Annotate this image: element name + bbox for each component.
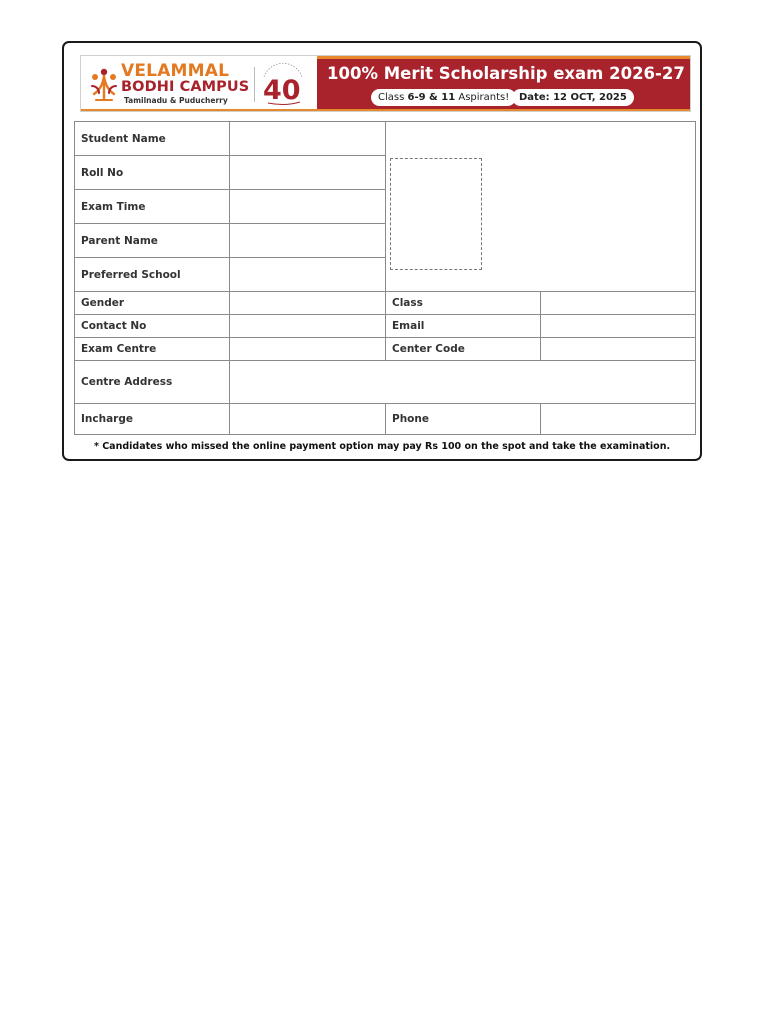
contact-no-value bbox=[230, 315, 386, 338]
center-code-value bbox=[541, 338, 696, 361]
exam-centre-value bbox=[230, 338, 386, 361]
incharge-value bbox=[230, 404, 386, 435]
pill-class-range: 6-9 & 11 bbox=[407, 92, 456, 103]
centre-address-value bbox=[230, 361, 696, 404]
class-value bbox=[541, 292, 696, 315]
parent-name-value bbox=[230, 224, 386, 258]
details-table bbox=[74, 121, 696, 435]
banner-divider bbox=[254, 67, 255, 102]
email-label: Email bbox=[386, 315, 541, 338]
table-row bbox=[75, 292, 696, 315]
preferred-school-value bbox=[230, 258, 386, 292]
class-label: Class bbox=[386, 292, 541, 315]
student-name-label: Student Name bbox=[75, 122, 230, 156]
table-row bbox=[75, 315, 696, 338]
payment-note: * Candidates who missed the online payment option may pay Rs 100 on the spot and take the examination. bbox=[93, 441, 671, 452]
preferred-school-label: Preferred School bbox=[75, 258, 230, 292]
exam-time-label: Exam Time bbox=[75, 190, 230, 224]
exam-centre-label: Exam Centre bbox=[75, 338, 230, 361]
center-code-label: Center Code bbox=[386, 338, 541, 361]
brand-name-line1: VELAMMAL bbox=[121, 61, 230, 81]
brand-name-line2: BODHI CAMPUS bbox=[121, 79, 250, 95]
anniversary-number: 40 bbox=[263, 75, 301, 106]
anniversary-40-icon bbox=[258, 63, 308, 107]
roll-no-value bbox=[230, 156, 386, 190]
incharge-label: Incharge bbox=[75, 404, 230, 435]
phone-value bbox=[541, 404, 696, 435]
photo-placeholder bbox=[390, 158, 482, 270]
brand-region: Tamilnadu & Puducherry bbox=[124, 96, 228, 105]
bodhi-tree-logo-icon bbox=[86, 64, 122, 104]
exam-date-pill: Date: 12 OCT, 2025 bbox=[512, 89, 634, 106]
centre-address-label: Centre Address bbox=[75, 361, 230, 404]
table-row bbox=[75, 404, 696, 435]
banner-bottom-accent bbox=[81, 109, 690, 111]
gender-label: Gender bbox=[75, 292, 230, 315]
photo-cell bbox=[386, 122, 696, 292]
student-name-value bbox=[230, 122, 386, 156]
contact-no-label: Contact No bbox=[75, 315, 230, 338]
table-row bbox=[75, 338, 696, 361]
gender-value bbox=[230, 292, 386, 315]
scholarship-headline: 100% Merit Scholarship exam 2026-27 bbox=[327, 64, 685, 83]
parent-name-label: Parent Name bbox=[75, 224, 230, 258]
exam-time-value bbox=[230, 190, 386, 224]
hall-ticket-card bbox=[62, 41, 702, 461]
table-row bbox=[75, 122, 696, 156]
pill-class-prefix: Class bbox=[378, 92, 408, 103]
email-value bbox=[541, 315, 696, 338]
scholarship-panel bbox=[317, 59, 690, 109]
pill-class-suffix: Aspirants! bbox=[455, 92, 510, 103]
phone-label: Phone bbox=[386, 404, 541, 435]
table-row bbox=[75, 361, 696, 404]
roll-no-label: Roll No bbox=[75, 156, 230, 190]
header-banner bbox=[80, 55, 691, 112]
class-aspirants-pill bbox=[371, 89, 516, 106]
